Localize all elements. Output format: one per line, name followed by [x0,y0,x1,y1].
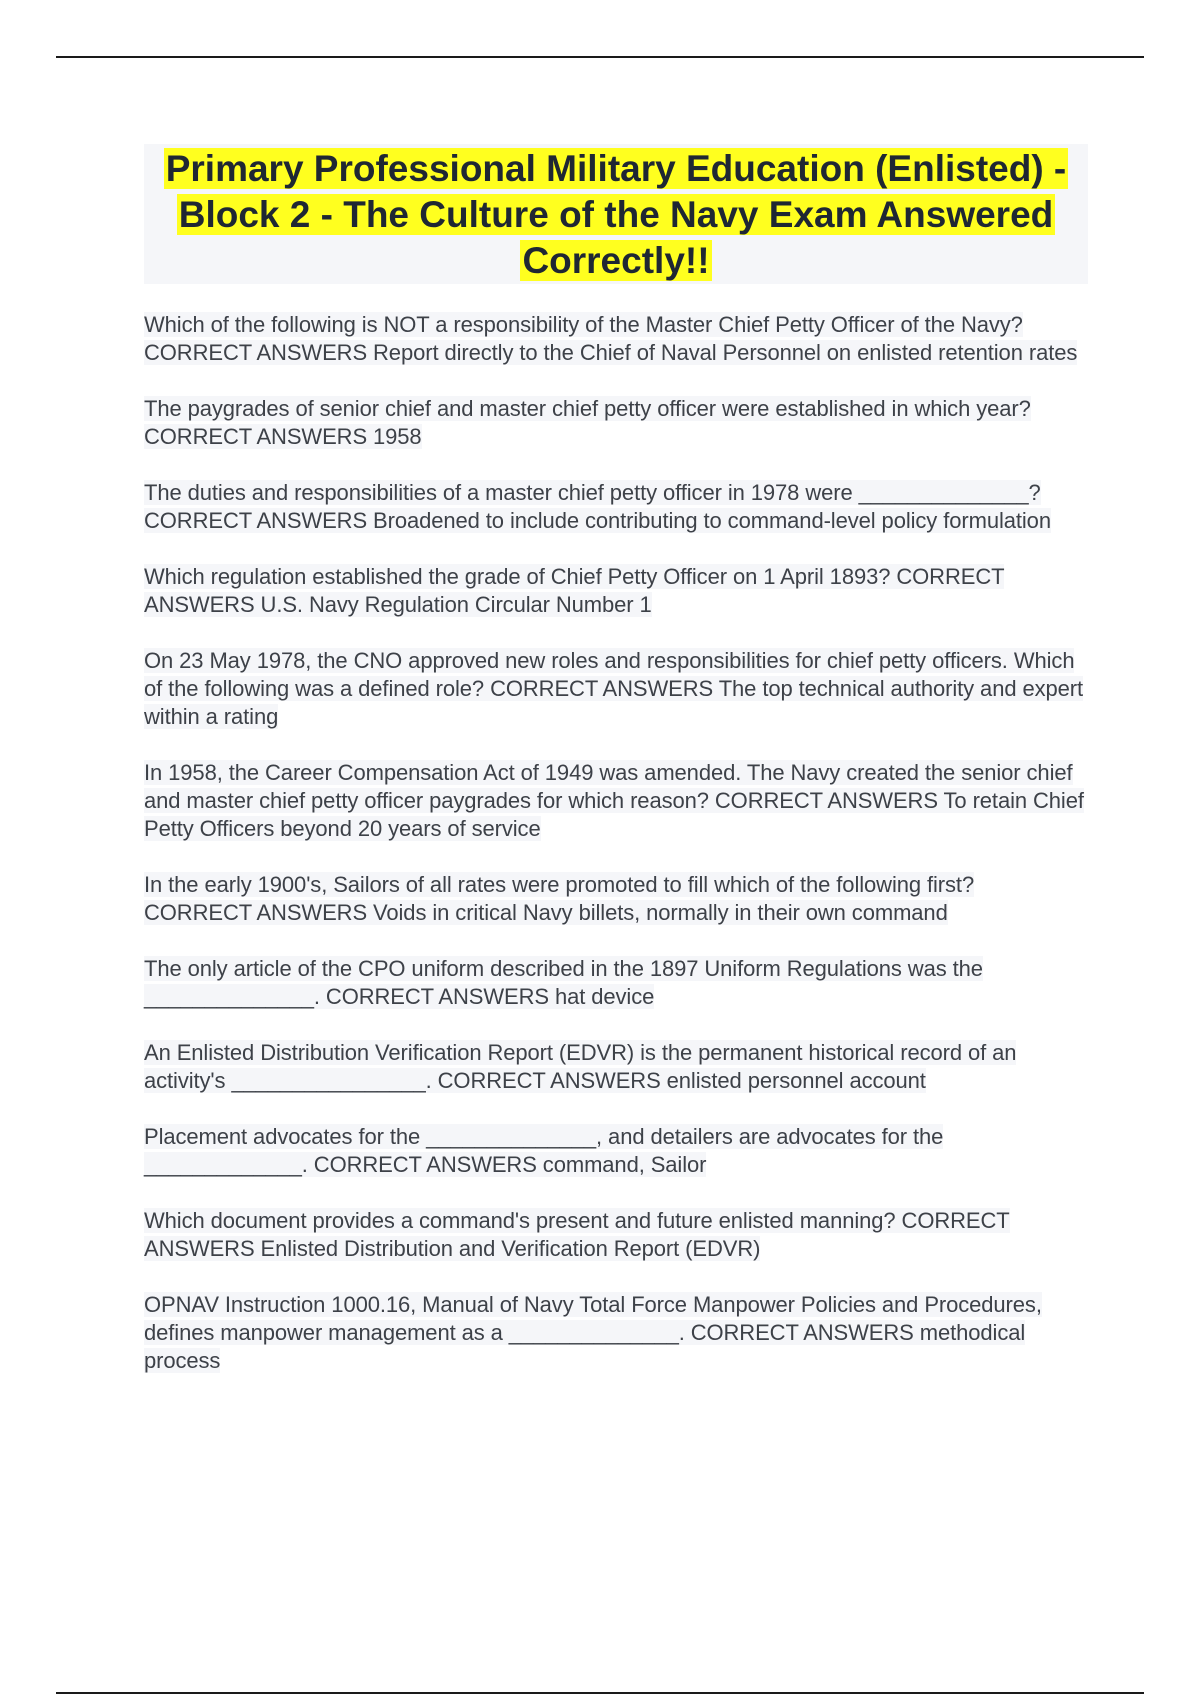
qa-text: Placement advocates for the ______________, and detailers are advocates for the _____________. CORRECT ANSWERS command, Sailor [144,1124,944,1177]
qa-item-12 [144,1291,1088,1375]
qa-item-3 [144,479,1088,535]
qa-text: Which of the following is NOT a responsibility of the Master Chief Petty Officer of the Navy? CORRECT ANSWERS Report directly to the Chief of Naval Personnel on enlisted retention rates [144,312,1078,365]
qa-text: Which document provides a command's present and future enlisted manning? CORRECT ANSWERS Enlisted Distribution and Verification Report (EDVR) [144,1208,1010,1261]
qa-text: In 1958, the Career Compensation Act of 1949 was amended. The Navy created the senior chief and master chief petty officer paygrades for which reason? CORRECT ANSWERS To retain Chief Petty Officers beyond 20 years of service [144,760,1084,841]
qa-item-8 [144,955,1088,1011]
footer-rule [56,1692,1144,1694]
qa-text: The duties and responsibilities of a master chief petty officer in 1978 were ______________? CORRECT ANSWERS Broadened to include contributing to command-level policy formulation [144,480,1051,533]
qa-item-6 [144,759,1088,843]
qa-item-9 [144,1039,1088,1095]
qa-item-5 [144,647,1088,731]
header-rule [56,56,1144,58]
qa-text: OPNAV Instruction 1000.16, Manual of Navy Total Force Manpower Policies and Procedures, defines manpower management as a ______________. CORRECT ANSWERS methodical process [144,1292,1042,1373]
title-highlight: Primary Professional Military Education (Enlisted) - Block 2 - The Culture of the Navy Exam Answered Correctly!! [165,148,1067,281]
qa-item-11 [144,1207,1088,1263]
qa-text: Which regulation established the grade of Chief Petty Officer on 1 April 1893? CORRECT ANSWERS U.S. Navy Regulation Circular Number 1 [144,564,1005,617]
qa-text: On 23 May 1978, the CNO approved new roles and responsibilities for chief petty officers. Which of the following was a defined role? CORRECT ANSWERS The top technical authority and expert within a rating [144,648,1084,729]
qa-item-2 [144,395,1088,451]
qa-list [144,311,1088,1375]
qa-text: The paygrades of senior chief and master chief petty officer were established in which year? CORRECT ANSWERS 1958 [144,396,1031,449]
qa-text: In the early 1900's, Sailors of all rates were promoted to fill which of the following first? CORRECT ANSWERS Voids in critical Navy billets, normally in their own command [144,872,975,925]
qa-item-4 [144,563,1088,619]
qa-text: An Enlisted Distribution Verification Report (EDVR) is the permanent historical record of an activity's ________________. CORRECT ANSWERS enlisted personnel account [144,1040,1017,1093]
qa-item-10 [144,1123,1088,1179]
qa-text: The only article of the CPO uniform described in the 1897 Uniform Regulations was the ______________. CORRECT ANSWERS hat device [144,956,983,1009]
qa-item-7 [144,871,1088,927]
qa-item-1 [144,311,1088,367]
title-block [144,144,1088,284]
document-title [144,144,1088,284]
